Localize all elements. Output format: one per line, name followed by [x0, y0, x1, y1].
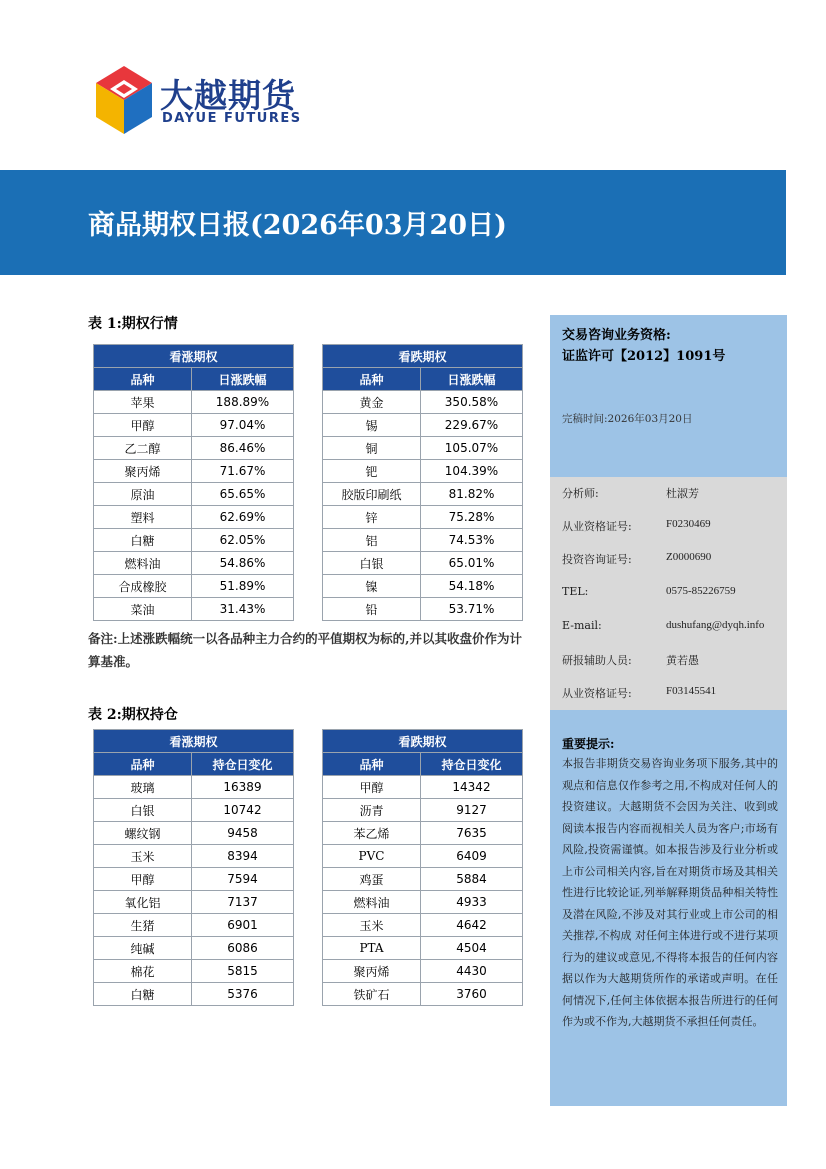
table-row [323, 414, 523, 437]
info-value: F03145541 [666, 685, 717, 697]
table-row [94, 529, 294, 552]
column-header: 日涨跌幅 [192, 368, 294, 391]
table-row [323, 483, 523, 506]
value-cell: 104.39% [421, 460, 523, 483]
table-row [323, 575, 523, 598]
variety-cell: 铁矿石 [323, 983, 421, 1006]
table-row [323, 460, 523, 483]
value-cell: 51.89% [192, 575, 294, 598]
info-label: E-mail: [562, 619, 602, 632]
value-cell: 4642 [421, 914, 523, 937]
info-row-email [562, 619, 765, 632]
variety-cell: 乙二醇 [94, 437, 192, 460]
value-cell: 4933 [421, 891, 523, 914]
value-cell: 229.67% [421, 414, 523, 437]
table-row [94, 437, 294, 460]
variety-cell: 氧化铝 [94, 891, 192, 914]
value-cell: 5884 [421, 868, 523, 891]
table2-call-table [93, 729, 294, 1006]
table-row [323, 437, 523, 460]
info-value: 黄若愚 [666, 655, 699, 667]
table-row [323, 391, 523, 414]
value-cell: 4504 [421, 937, 523, 960]
info-value: 0575-85226759 [666, 585, 736, 597]
value-cell: 31.43% [192, 598, 294, 621]
value-cell: 105.07% [421, 437, 523, 460]
value-cell: 65.01% [421, 552, 523, 575]
variety-cell: 白银 [94, 799, 192, 822]
table-row [94, 983, 294, 1006]
table1-note: 备注:上述涨跌幅统一以各品种主力合约的平值期权为标的,并以其收盘价作为计算基准。 [88, 631, 522, 669]
column-header: 品种 [323, 753, 421, 776]
variety-cell: 聚丙烯 [323, 960, 421, 983]
value-cell: 65.65% [192, 483, 294, 506]
table2-put-table [322, 729, 523, 1006]
value-cell: 188.89% [192, 391, 294, 414]
page-title: 商品期权日报(2026年03月20日) [88, 210, 507, 241]
info-label: 分析师: [562, 487, 599, 500]
table-row [94, 598, 294, 621]
table1-call-caption: 看涨期权 [94, 345, 294, 368]
variety-cell: 白银 [323, 552, 421, 575]
info-value: F0230469 [666, 518, 711, 530]
logo-icon [94, 66, 154, 136]
value-cell: 7594 [192, 868, 294, 891]
value-cell: 6409 [421, 845, 523, 868]
info-row-assistant-license [562, 685, 717, 701]
table-row [94, 391, 294, 414]
variety-cell: PVC [323, 845, 421, 868]
table-row [94, 822, 294, 845]
variety-cell: 合成橡胶 [94, 575, 192, 598]
table2-title: 表 2:期权持仓 [88, 707, 178, 723]
finish-time: 完稿时间:2026年03月20日 [562, 413, 693, 425]
variety-cell: 锡 [323, 414, 421, 437]
table-row [94, 483, 294, 506]
variety-cell: 白糖 [94, 529, 192, 552]
value-cell: 53.71% [421, 598, 523, 621]
variety-cell: 钯 [323, 460, 421, 483]
value-cell: 62.05% [192, 529, 294, 552]
column-header: 持仓日变化 [421, 753, 523, 776]
table1-call-table [93, 344, 294, 621]
value-cell: 54.86% [192, 552, 294, 575]
table-row [323, 799, 523, 822]
qualification-line-1: 交易咨询业务资格: [562, 328, 671, 343]
table-row [323, 776, 523, 799]
value-cell: 7137 [192, 891, 294, 914]
value-cell: 86.46% [192, 437, 294, 460]
table-row [94, 460, 294, 483]
variety-cell: 塑料 [94, 506, 192, 529]
variety-cell: 玻璃 [94, 776, 192, 799]
value-cell: 81.82% [421, 483, 523, 506]
info-value: Z0000690 [666, 551, 712, 563]
value-cell: 5376 [192, 983, 294, 1006]
brand-name-en: DAYUE FUTURES [162, 111, 302, 126]
variety-cell: 黄金 [323, 391, 421, 414]
brand-name: 大越期货 [160, 76, 296, 115]
value-cell: 7635 [421, 822, 523, 845]
table-row [323, 983, 523, 1006]
table-row [94, 845, 294, 868]
table-row [323, 960, 523, 983]
table-row [94, 506, 294, 529]
title-banner [0, 170, 786, 275]
value-cell: 62.69% [192, 506, 294, 529]
value-cell: 10742 [192, 799, 294, 822]
table-row [94, 868, 294, 891]
value-cell: 16389 [192, 776, 294, 799]
variety-cell: 玉米 [94, 845, 192, 868]
variety-cell: 胶版印刷纸 [323, 483, 421, 506]
variety-cell: 聚丙烯 [94, 460, 192, 483]
table1-put-caption: 看跌期权 [323, 345, 523, 368]
info-label: 从业资格证号: [562, 687, 632, 700]
variety-cell: 纯碱 [94, 937, 192, 960]
variety-cell: 锌 [323, 506, 421, 529]
table-row [94, 937, 294, 960]
variety-cell: 原油 [94, 483, 192, 506]
table-row [94, 891, 294, 914]
important-notice-text: 本报告非期货交易咨询业务项下服务,其中的观点和信息仅作参考之用,不构成对任何人的投资建议。大越期货不会因为关注、收到或阅读本报告内容而视相关人员为客户;市场有风险,投资需谨慎。如本报告涉及行业分析或上市公司相关内容,旨在对期货市场及其相关性进行比较论证,列举解释期货品种相关特性及潜在风险,不涉及对其行业或上市公司的相关推荐,不构成 对任何主体进行或不进行某项行为的建议或意见,不得将本报告的任何内容据以作为大越期货所作的承诺或声明。在任何情况下,任何主体依据本报告所进行的任何作为或不作为,大越期货不承担任何责任。 [562, 757, 778, 1028]
column-header: 品种 [323, 368, 421, 391]
table-row [94, 960, 294, 983]
value-cell: 54.18% [421, 575, 523, 598]
variety-cell: 苯乙烯 [323, 822, 421, 845]
info-label: 投资咨询证号: [562, 553, 632, 566]
table-row [323, 868, 523, 891]
value-cell: 6901 [192, 914, 294, 937]
info-label: 研报辅助人员: [562, 654, 632, 667]
info-row-license [562, 518, 711, 534]
variety-cell: 甲醇 [94, 414, 192, 437]
value-cell: 6086 [192, 937, 294, 960]
variety-cell: 苹果 [94, 391, 192, 414]
value-cell: 9458 [192, 822, 294, 845]
table-row [323, 822, 523, 845]
column-header: 日涨跌幅 [421, 368, 523, 391]
value-cell: 5815 [192, 960, 294, 983]
value-cell: 3760 [421, 983, 523, 1006]
column-header: 持仓日变化 [192, 753, 294, 776]
column-header: 品种 [94, 753, 192, 776]
variety-cell: 生猪 [94, 914, 192, 937]
variety-cell: 铝 [323, 529, 421, 552]
variety-cell: PTA [323, 937, 421, 960]
variety-cell: 鸡蛋 [323, 868, 421, 891]
table2-put-caption: 看跌期权 [323, 730, 523, 753]
table-row [323, 891, 523, 914]
table-row [323, 845, 523, 868]
value-cell: 74.53% [421, 529, 523, 552]
qualification [562, 325, 725, 367]
variety-cell: 镍 [323, 575, 421, 598]
table-row [94, 552, 294, 575]
table-row [94, 776, 294, 799]
table-row [94, 414, 294, 437]
table1-title: 表 1:期权行情 [88, 316, 178, 332]
table1-put-table [322, 344, 523, 621]
variety-cell: 铅 [323, 598, 421, 621]
table-row [323, 937, 523, 960]
info-label: TEL: [562, 585, 589, 598]
variety-cell: 燃料油 [323, 891, 421, 914]
variety-cell: 燃料油 [94, 552, 192, 575]
info-row-assistant [562, 652, 699, 668]
variety-cell: 玉米 [323, 914, 421, 937]
info-row-tel [562, 585, 736, 598]
table-row [323, 598, 523, 621]
value-cell: 14342 [421, 776, 523, 799]
email-link[interactable]: dushufang@dyqh.info [666, 619, 765, 631]
qualification-line-2: 证监许可【2012】1091号 [562, 349, 726, 364]
value-cell: 71.67% [192, 460, 294, 483]
value-cell: 75.28% [421, 506, 523, 529]
sidebar [550, 315, 787, 1106]
table-row [323, 552, 523, 575]
table-row [323, 506, 523, 529]
variety-cell: 甲醇 [323, 776, 421, 799]
column-header: 品种 [94, 368, 192, 391]
info-label: 从业资格证号: [562, 520, 632, 533]
table2-call-caption: 看涨期权 [94, 730, 294, 753]
value-cell: 350.58% [421, 391, 523, 414]
variety-cell: 菜油 [94, 598, 192, 621]
company-logo [94, 66, 334, 136]
variety-cell: 沥青 [323, 799, 421, 822]
info-row-consult-license [562, 551, 712, 567]
table-row [94, 799, 294, 822]
value-cell: 8394 [192, 845, 294, 868]
important-notice-title: 重要提示: [562, 737, 615, 751]
variety-cell: 白糖 [94, 983, 192, 1006]
info-row-analyst [562, 485, 699, 501]
table-row [94, 914, 294, 937]
table-row [323, 914, 523, 937]
variety-cell: 棉花 [94, 960, 192, 983]
value-cell: 97.04% [192, 414, 294, 437]
info-value: 杜淑芳 [666, 488, 699, 500]
table-row [94, 575, 294, 598]
variety-cell: 铜 [323, 437, 421, 460]
value-cell: 9127 [421, 799, 523, 822]
value-cell: 4430 [421, 960, 523, 983]
variety-cell: 螺纹钢 [94, 822, 192, 845]
table-row [323, 529, 523, 552]
variety-cell: 甲醇 [94, 868, 192, 891]
